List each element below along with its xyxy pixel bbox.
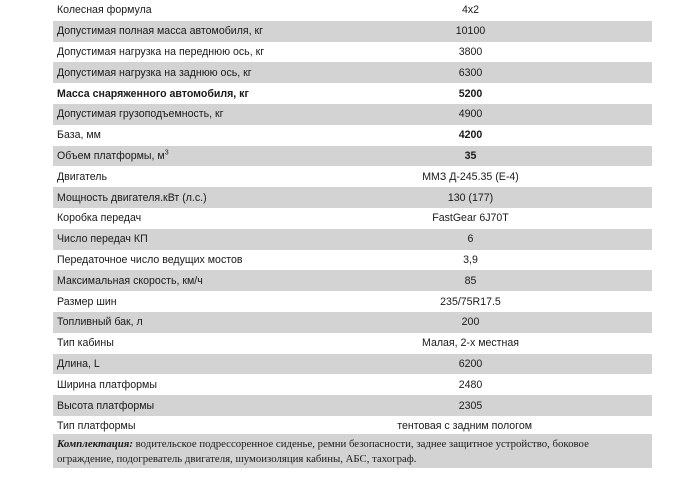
spec-label-text: Допустимая нагрузка на переднюю ось, кг bbox=[57, 45, 265, 58]
spec-label-text: Объем платформы, м bbox=[57, 149, 165, 162]
spec-value: 35 bbox=[464, 149, 477, 162]
spec-label-text: Масса снаряженного автомобиля, кг bbox=[57, 87, 249, 100]
spec-value: 2305 bbox=[458, 399, 483, 412]
spec-label-text: Допустимая полная масса автомобиля, кг bbox=[57, 25, 263, 38]
spec-value: 3800 bbox=[458, 45, 483, 58]
spec-label-text: Мощность двигателя.кВт (л.с.) bbox=[57, 191, 207, 204]
spec-label-text: Число передач КП bbox=[57, 233, 148, 246]
spec-row bbox=[53, 208, 652, 229]
spec-label bbox=[53, 192, 409, 204]
spec-label bbox=[53, 46, 409, 58]
spec-value: 4200 bbox=[458, 129, 483, 142]
spec-value: 235/75R17.5 bbox=[440, 295, 501, 308]
spec-value: тентовая с задним пологом bbox=[397, 420, 532, 433]
spec-label-text: Допустимая грузоподъемность, кг bbox=[57, 108, 224, 121]
spec-label bbox=[53, 316, 409, 328]
spec-row bbox=[53, 125, 652, 146]
spec-value: FastGear 6J70T bbox=[432, 212, 509, 225]
spec-row bbox=[53, 270, 652, 291]
spec-row bbox=[53, 374, 652, 395]
spec-row bbox=[53, 62, 652, 83]
spec-value: 130 (177) bbox=[447, 191, 494, 204]
spec-label bbox=[53, 233, 409, 245]
spec-label-text: Двигатель bbox=[57, 170, 107, 183]
spec-label-text: Передаточное число ведущих мостов bbox=[57, 253, 243, 266]
spec-label-text: Длина, L bbox=[57, 357, 100, 370]
spec-label bbox=[53, 254, 409, 266]
spec-value: 4x2 bbox=[461, 4, 480, 17]
spec-label bbox=[53, 88, 409, 100]
spec-label bbox=[53, 212, 409, 224]
spec-label-text: Высота платформы bbox=[57, 399, 155, 412]
spec-label-text: Размер шин bbox=[57, 295, 117, 308]
spec-row bbox=[53, 333, 652, 354]
spec-label-text: Максимальная скорость, км/ч bbox=[57, 274, 203, 287]
spec-label-text: Тип кабины bbox=[57, 337, 114, 350]
spec-row bbox=[53, 312, 652, 333]
spec-value: Малая, 2-х местная bbox=[422, 337, 519, 350]
spec-row bbox=[53, 0, 652, 21]
equipment-note-title: Комплектация: bbox=[57, 438, 133, 450]
spec-label bbox=[53, 67, 409, 79]
spec-label-superscript: 3 bbox=[164, 149, 169, 157]
spec-row bbox=[53, 291, 652, 312]
spec-label bbox=[53, 379, 409, 391]
spec-row bbox=[53, 354, 652, 375]
spec-label bbox=[53, 150, 409, 162]
spec-label bbox=[53, 420, 397, 432]
spec-label bbox=[53, 296, 409, 308]
spec-row bbox=[53, 395, 652, 416]
spec-row bbox=[53, 146, 652, 167]
spec-label bbox=[53, 275, 409, 287]
spec-label bbox=[53, 171, 409, 183]
equipment-note-text: водительское подрессоренное сиденье, ремни безопасности, заднее защитное устройство, боковое ограждение, подогреватель двигателя, шумоизоляция кабины, АБС, тахограф. bbox=[57, 438, 589, 465]
spec-label-text: База, мм bbox=[57, 129, 101, 142]
spec-value: 85 bbox=[464, 274, 477, 287]
spec-value: 2480 bbox=[458, 378, 483, 391]
spec-value: 6200 bbox=[458, 357, 483, 370]
spec-row bbox=[53, 104, 652, 125]
spec-row bbox=[53, 187, 652, 208]
spec-row bbox=[53, 250, 652, 271]
spec-value: ММЗ Д-245.35 (Е-4) bbox=[422, 170, 519, 183]
spec-value: 200 bbox=[461, 316, 480, 329]
spec-value: 4900 bbox=[458, 108, 483, 121]
spec-row bbox=[53, 42, 652, 63]
equipment-note bbox=[53, 434, 652, 468]
spec-table bbox=[53, 0, 652, 437]
spec-row bbox=[53, 83, 652, 104]
spec-value: 5200 bbox=[458, 87, 483, 100]
spec-label bbox=[53, 358, 409, 370]
spec-row bbox=[53, 21, 652, 42]
spec-label-text: Колесная формула bbox=[57, 4, 152, 17]
spec-value: 6 bbox=[467, 233, 474, 246]
spec-label bbox=[53, 337, 409, 349]
spec-row bbox=[53, 229, 652, 250]
spec-label-text: Ширина платформы bbox=[57, 378, 157, 391]
spec-label-text: Коробка передач bbox=[57, 212, 142, 225]
spec-label bbox=[53, 108, 409, 120]
spec-label bbox=[53, 129, 409, 141]
spec-label bbox=[53, 25, 409, 37]
spec-label-text: Тип платформы bbox=[57, 420, 136, 433]
spec-value: 3,9 bbox=[463, 253, 478, 266]
spec-label bbox=[53, 4, 409, 16]
spec-value: 6300 bbox=[458, 66, 483, 79]
spec-label-text: Топливный бак, л bbox=[57, 316, 143, 329]
spec-label bbox=[53, 400, 409, 412]
spec-row bbox=[53, 166, 652, 187]
spec-label-text: Допустимая нагрузка на заднюю ось, кг bbox=[57, 66, 252, 79]
spec-value: 10100 bbox=[455, 25, 486, 38]
